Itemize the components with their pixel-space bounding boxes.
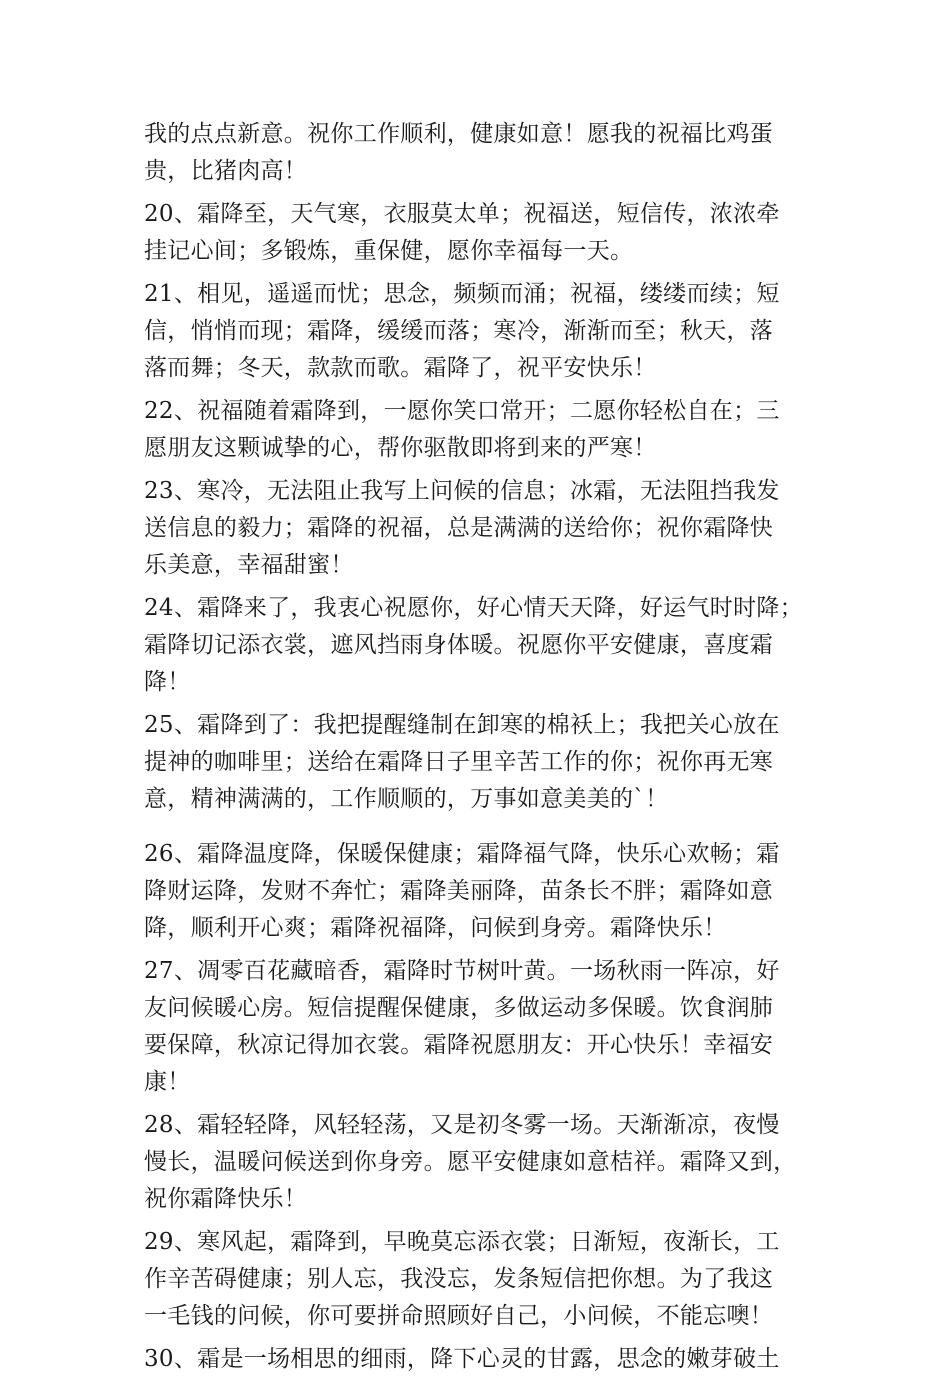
text-line: 贵，比猪肉高！: [144, 158, 308, 184]
text-line: 落而舞；冬天，款款而歌。霜降了，祝平安快乐！: [144, 355, 657, 381]
text-line: 降，顺利开心爽；霜降祝福降，问候到身旁。霜降快乐！: [144, 915, 727, 941]
text-line: 21、相见，遥遥而忧；思念，频频而涌；祝福，缕缕而续；短: [144, 281, 780, 307]
text-line: 降财运降，发财不奔忙；霜降美丽降，苗条长不胖；霜降如意: [144, 878, 774, 904]
text-line: 意，精神满满的，工作顺顺的，万事如意美美的`！: [144, 786, 669, 812]
text-line: 一毛钱的问候，你可要拼命照顾好自己，小问候，不能忘噢！: [144, 1303, 774, 1329]
paragraph-28: [144, 1107, 824, 1218]
paragraph-24: [144, 590, 824, 701]
paragraph-20: [144, 196, 824, 270]
text-line: 29、寒风起，霜降到，早晚莫忘添衣裳；日渐短，夜渐长，工: [144, 1229, 780, 1255]
paragraph-25: [144, 707, 824, 818]
text-line: 27、凋零百花藏暗香，霜降时节树叶黄。一场秋雨一阵凉，好: [144, 958, 780, 984]
paragraph-23: [144, 473, 824, 584]
paragraph-22: [144, 393, 824, 467]
text-line: 24、霜降来了，我衷心祝愿你，好心情天天降，好运气时时降；: [144, 595, 803, 621]
text-line: 26、霜降温度降，保暖保健康；霜降福气降，快乐心欢畅；霜: [144, 841, 780, 867]
paragraph-30: [144, 1341, 824, 1378]
text-line: 信，悄悄而现；霜降，缓缓而落；寒冷，渐渐而至；秋天，落: [144, 318, 774, 344]
text-line: 霜降切记添衣裳，遮风挡雨身体暖。祝愿你平安健康，喜度霜: [144, 632, 774, 658]
text-line: 送信息的毅力；霜降的祝福，总是满满的送给你；祝你霜降快: [144, 515, 774, 541]
text-line: 慢长，温暖问候送到你身旁。愿平安健康如意桔祥。霜降又到，: [144, 1149, 797, 1175]
paragraph-21: [144, 276, 824, 387]
text-line: 要保障，秋凉记得加衣裳。霜降祝愿朋友：开心快乐！幸福安: [144, 1032, 774, 1058]
text-line: 祝你霜降快乐！: [144, 1186, 308, 1212]
text-line: 25、霜降到了：我把提醒缝制在卸寒的棉袄上；我把关心放在: [144, 712, 780, 738]
text-line: 提神的咖啡里；送给在霜降日子里辛苦工作的你；祝你再无寒: [144, 749, 774, 775]
text-line: 康！: [144, 1069, 191, 1095]
paragraph-19-tail: [144, 116, 824, 190]
text-line: 30、霜是一场相思的细雨，降下心灵的甘露，思念的嫩芽破土: [144, 1346, 780, 1372]
text-line: 挂记心间；多锻炼，重保健，愿你幸福每一天。: [144, 238, 634, 264]
text-line: 愿朋友这颗诚挚的心，帮你驱散即将到来的严寒！: [144, 435, 657, 461]
text-line: 我的点点新意。祝你工作顺利，健康如意！愿我的祝福比鸡蛋: [144, 121, 774, 147]
text-line: 作辛苦碍健康；别人忘，我没忘，发条短信把你想。为了我这: [144, 1266, 774, 1292]
text-line: 20、霜降至，天气寒，衣服莫太单；祝福送，短信传，浓浓牵: [144, 201, 780, 227]
document-body: [144, 116, 824, 1378]
text-line: 友问候暖心房。短信提醒保健康，多做运动多保暖。饮食润肺: [144, 995, 774, 1021]
text-line: 乐美意，幸福甜蜜！: [144, 552, 354, 578]
paragraph-29: [144, 1224, 824, 1335]
paragraph-27: [144, 953, 824, 1101]
text-line: 22、祝福随着霜降到，一愿你笑口常开；二愿你轻松自在；三: [144, 398, 780, 424]
paragraph-26: [144, 836, 824, 947]
text-line: 23、寒冷，无法阻止我写上问候的信息；冰霜，无法阻挡我发: [144, 478, 780, 504]
text-line: 降！: [144, 669, 191, 695]
text-line: 28、霜轻轻降，风轻轻荡，又是初冬雾一场。天渐渐凉，夜慢: [144, 1112, 780, 1138]
